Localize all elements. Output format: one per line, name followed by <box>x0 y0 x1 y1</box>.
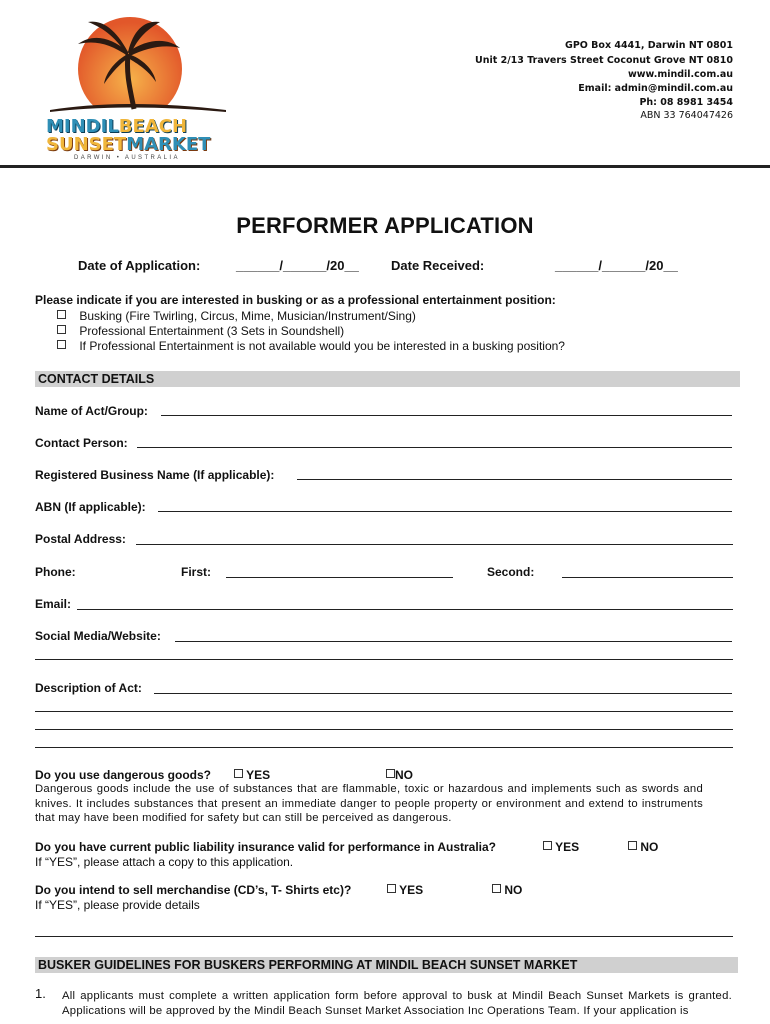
website-link[interactable]: www.mindil.com.au <box>627 69 733 80</box>
checkbox[interactable] <box>386 769 395 778</box>
date-of-application-field[interactable]: ______/______/20__ <box>236 258 359 273</box>
option-label: Professional Entertainment (3 Sets in Soundshell) <box>79 324 345 338</box>
checkbox[interactable] <box>234 769 243 778</box>
guideline-text: All applicants must complete a written application form before approval to busk at Mindil Beach Sunset Markets is granted. Applications will be approved by the Mindil Beach Sunset Market Association Inc Operations Team. If your application is <box>62 990 732 1017</box>
option-professional[interactable] <box>57 324 344 338</box>
merchandise-yes-option[interactable]: YES <box>387 883 423 897</box>
contact-details-heading: CONTACT DETAILS <box>35 371 740 387</box>
merchandise-details-field[interactable] <box>35 936 733 937</box>
phone-text: Ph: 08 8981 3454 <box>639 97 733 108</box>
description-line-4[interactable] <box>35 747 733 748</box>
insurance-question: Do you have current public liability insurance valid for performance in Australia? <box>35 840 496 854</box>
option-label: If Professional Entertainment is not available would you be interested in a busking position? <box>79 339 565 353</box>
busker-guidelines-heading: BUSKER GUIDELINES FOR BUSKERS PERFORMING AT MINDIL BEACH SUNSET MARKET <box>35 957 738 973</box>
abn-field[interactable] <box>158 511 732 512</box>
merchandise-question: Do you intend to sell merchandise (CD’s, T- Shirts etc)? <box>35 883 352 897</box>
dangerous-yes-option[interactable]: YES <box>234 768 270 782</box>
checkbox[interactable] <box>628 841 637 850</box>
email-label: Email: <box>35 597 72 611</box>
abn-text: ABN 33 764047426 <box>640 110 733 121</box>
phone-label: Phone: <box>35 565 76 579</box>
postal-address-label: Postal Address: <box>35 532 126 546</box>
checkbox[interactable] <box>543 841 552 850</box>
date-of-application-label: Date of Application: <box>78 258 201 273</box>
contact-person-field[interactable] <box>137 447 732 448</box>
logo-tagline: DARWIN • AUSTRALIA <box>74 155 180 161</box>
header-divider <box>0 165 770 168</box>
logo-line-1: MINDILBEACH <box>46 116 188 137</box>
palm-sunset-icon <box>30 14 230 119</box>
dangerous-goods-question: Do you use dangerous goods? <box>35 768 212 782</box>
date-received-field[interactable]: ______/______/20__ <box>555 258 678 273</box>
insurance-note: If “YES”, please attach a copy to this application. <box>35 855 294 869</box>
date-received-label: Date Received: <box>391 258 485 273</box>
description-line-2[interactable] <box>35 711 733 712</box>
merchandise-note: If “YES”, please provide details <box>35 898 200 912</box>
postal-address-field[interactable] <box>136 544 733 545</box>
description-label: Description of Act: <box>35 681 142 695</box>
dangerous-no-option[interactable]: NO <box>386 768 413 782</box>
interest-prompt: Please indicate if you are interested in busking or as a professional entertainment position: <box>35 293 556 307</box>
checkbox[interactable] <box>57 340 66 349</box>
contact-person-label: Contact Person: <box>35 436 128 450</box>
logo-line-2: SUNSETMARKET <box>46 134 211 155</box>
address-line-2: Unit 2/13 Travers Street Coconut Grove NT 0810 <box>475 55 733 66</box>
act-name-label: Name of Act/Group: <box>35 404 148 418</box>
phone-first-field[interactable] <box>226 577 453 578</box>
insurance-yes-option[interactable]: YES <box>543 840 579 854</box>
option-busking[interactable] <box>57 309 416 323</box>
option-fallback-busking[interactable] <box>57 339 565 353</box>
address-line-1: GPO Box 4441, Darwin NT 0801 <box>565 40 733 51</box>
act-name-field[interactable] <box>161 415 732 416</box>
dangerous-goods-note: Dangerous goods include the use of substances that are flammable, toxic or hazardous and implements such as swords and knives. It includes substances that present an immediate danger to people property or environment and extend to instruments that may have been modified for safety but can still be perceived as dangerous. <box>35 783 703 824</box>
option-label: Busking (Fire Twirling, Circus, Mime, Musician/Instrument/Sing) <box>79 309 416 323</box>
email-field[interactable] <box>77 609 733 610</box>
merchandise-no-option[interactable]: NO <box>492 883 522 897</box>
checkbox[interactable] <box>387 884 396 893</box>
guideline-number: 1. <box>35 986 46 1001</box>
business-name-label: Registered Business Name (If applicable): <box>35 468 275 482</box>
page-title: PERFORMER APPLICATION <box>236 213 534 238</box>
mindil-beach-logo <box>30 14 230 169</box>
social-media-field[interactable] <box>175 641 732 642</box>
social-media-label: Social Media/Website: <box>35 629 161 643</box>
insurance-no-option[interactable]: NO <box>628 840 658 854</box>
phone-second-label: Second: <box>487 565 535 579</box>
description-line-3[interactable] <box>35 729 733 730</box>
business-name-field[interactable] <box>297 479 732 480</box>
email-link[interactable]: Email: admin@mindil.com.au <box>578 83 733 94</box>
checkbox[interactable] <box>57 310 66 319</box>
checkbox[interactable] <box>492 884 501 893</box>
checkbox[interactable] <box>57 325 66 334</box>
abn-label: ABN (If applicable): <box>35 500 146 514</box>
phone-second-field[interactable] <box>562 577 733 578</box>
phone-first-label: First: <box>181 565 211 579</box>
description-field[interactable] <box>154 693 732 694</box>
social-media-field-extra[interactable] <box>35 659 733 660</box>
